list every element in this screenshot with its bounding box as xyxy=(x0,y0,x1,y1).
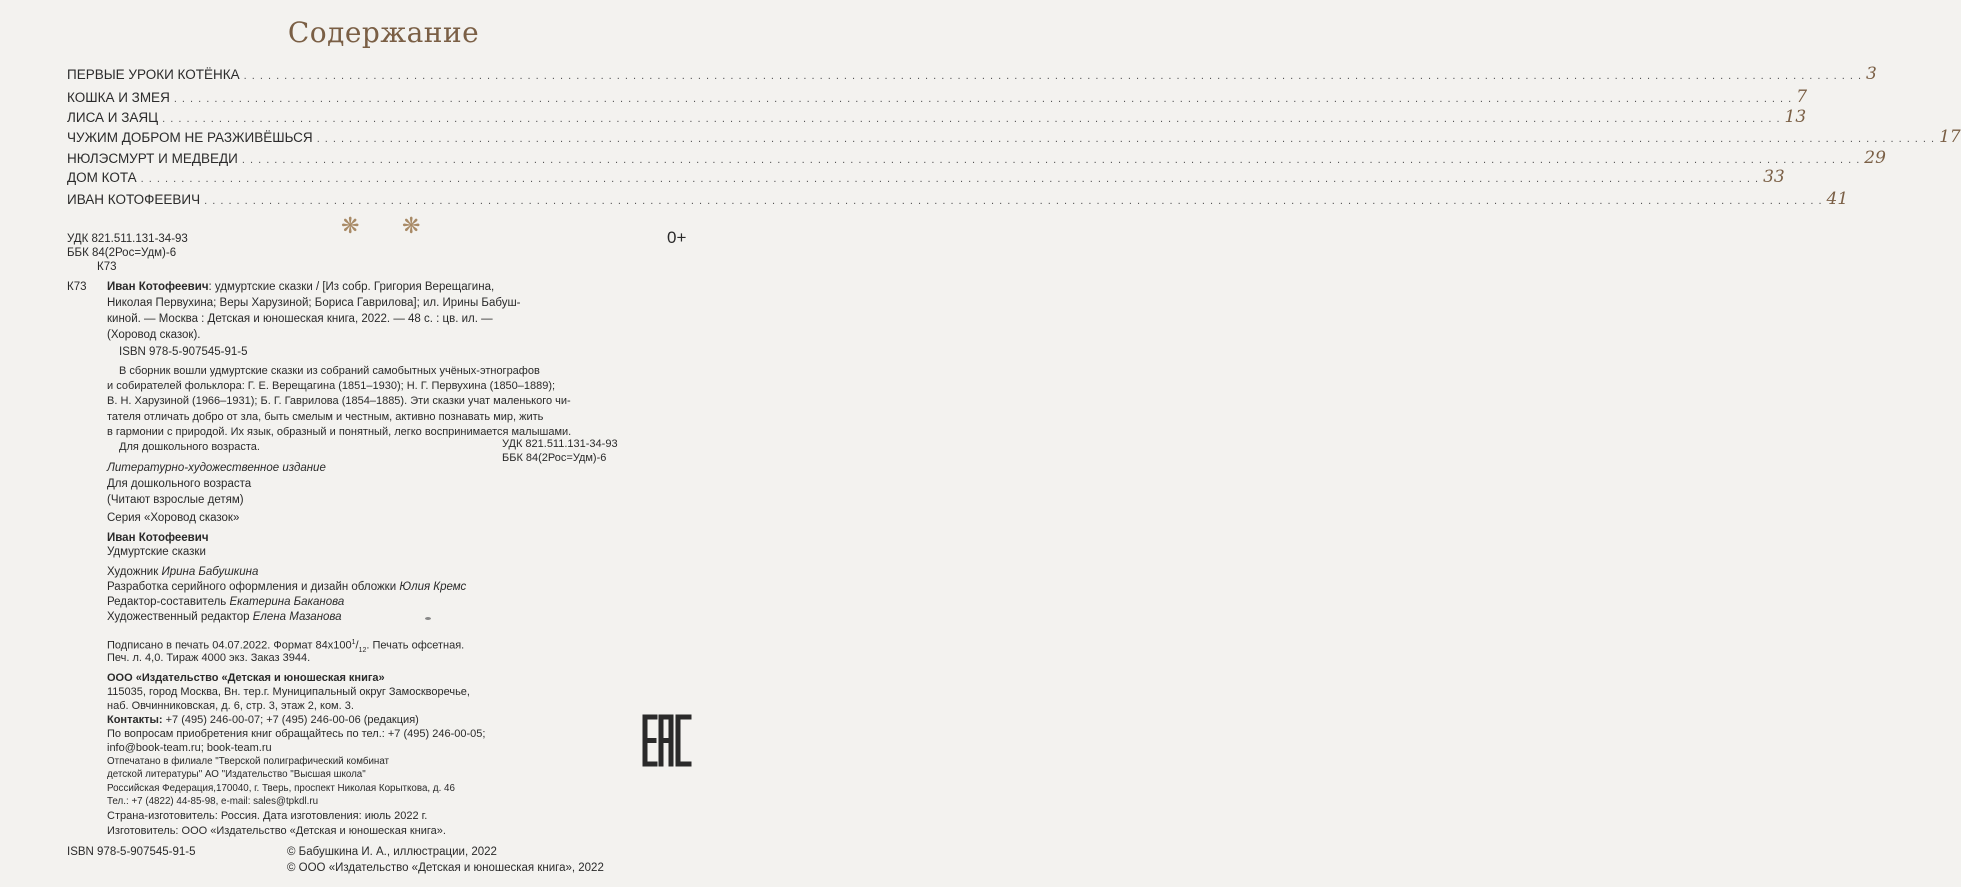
toc-label: ЧУЖИМ ДОБРОМ НЕ РАЗЖИВЁШЬСЯ xyxy=(67,130,313,145)
toc-page-number: 7 xyxy=(1796,87,1808,107)
toc-label: НЮЛЭСМУРТ И МЕДВЕДИ xyxy=(67,151,238,166)
author-mark: К73 xyxy=(67,281,87,293)
publisher-address: наб. Овчинниковская, д. 6, стр. 3, этаж 2, ком. 3. xyxy=(107,700,354,712)
age-group: Для дошкольного возраста xyxy=(107,478,252,490)
toc-row xyxy=(67,167,1785,187)
print-info: Печ. л. 4,0. Тираж 4000 экз. Заказ 3944. xyxy=(107,652,311,664)
purchase-info: По вопросам приобретения книг обращайтесь по тел.: +7 (495) 246-00-05; xyxy=(107,728,486,740)
credit-illustrator: Художник Ирина Бабушкина xyxy=(107,566,259,578)
toc-label: ИВАН КОТОФЕЕВИЧ xyxy=(67,192,201,207)
book-subtitle: Удмуртские сказки xyxy=(107,546,206,558)
printer-line: Российская Федерация,170040, г. Тверь, проспект Николая Корыткова, д. 46 xyxy=(107,782,455,794)
toc-page-number: 41 xyxy=(1826,189,1849,209)
ink-blot xyxy=(425,617,431,620)
toc-leader: . . . . . . . . . . . . . . . . . . . . . . . . . . . . . . . . . . . . . . . . . . . . . . . . . . . . . . . . . . . . . . . . . . . . . . . . . . . . . . . . . . . . . . . . . . . . . . . . . . . . . . . . . . . . . . . . . . . . . . . . . . . . . . . . . . . . . . . . . . . . . . . . . . . . . . . . . . . . . . . . . . . . . . . . . . . . . . . . . . . . . . . . . . . . . . . . . . . . . . . . xyxy=(204,195,1823,207)
bbk-code: ББК 84(2Рос=Удм)-6 xyxy=(502,452,607,464)
udk-code: УДК 821.511.131-34-93 xyxy=(502,438,618,450)
toc-leader: . . . . . . . . . . . . . . . . . . . . . . . . . . . . . . . . . . . . . . . . . . . . . . . . . . . . . . . . . . . . . . . . . . . . . . . . . . . . . . . . . . . . . . . . . . . . . . . . . . . . . . . . . . . . . . . . . . . . . . . . . . . . . . . . . . . . . . . . . . . . . . . . . . . . . . . . . . . . . . . . . . . . . . . . . . . . . . . . . . . . . . . . . . . . . . . . . . . . . . . . xyxy=(241,154,1861,166)
toc-label: ПЕРВЫЕ УРОКИ КОТЁНКА xyxy=(67,67,240,82)
annotation-line: и собирателей фольклора: Г. Е. Верещагина (1851–1930); Н. Г. Первухина (1850–1889); xyxy=(107,380,556,393)
manufacturer: Изготовитель: ООО «Издательство «Детская и юношеская книга». xyxy=(107,825,446,837)
credit-art-editor: Художественный редактор Елена Мазанова xyxy=(107,611,342,623)
reading-note: (Читают взрослые детям) xyxy=(107,494,244,506)
toc-row xyxy=(67,189,1849,209)
copyright-publisher: © ООО «Издательство «Детская и юношеская книга», 2022 xyxy=(287,862,604,874)
series: Серия «Хоровод сказок» xyxy=(107,512,240,524)
isbn: ISBN 978-5-907545-91-5 xyxy=(119,346,248,358)
bib-text: : удмуртские сказки / [Из собр. Григория Верещагина, xyxy=(208,281,495,293)
print-info: Подписано в печать 04.07.2022. Формат $84x100^1/_{12}$. Печать офсетная. xyxy=(107,639,465,654)
toc-leader: . . . . . . . . . . . . . . . . . . . . . . . . . . . . . . . . . . . . . . . . . . . . . . . . . . . . . . . . . . . . . . . . . . . . . . . . . . . . . . . . . . . . . . . . . . . . . . . . . . . . . . . . . . . . . . . . . . . . . . . . . . . . . . . . . . . . . . . . . . . . . . . . . . . . . . . . . . . . . . . . . . . . . . . . . . . . . . . . . . . . . . . . . . . . . . . . . . . . . . . . xyxy=(173,93,1793,105)
bib-line: Николая Первухина; Веры Харузиной; Бориса Гаврилова]; ил. Ирины Бабуш- xyxy=(107,297,521,309)
publisher-contacts: Контакты: +7 (495) 246-00-07; +7 (495) 246-00-06 (редакция) xyxy=(107,714,419,726)
toc-page-number: 13 xyxy=(1784,107,1807,127)
ornament-icon: ❋ xyxy=(402,213,421,238)
toc-row xyxy=(67,87,1808,107)
credit-editor: Редактор-составитель Екатерина Баканова xyxy=(107,596,345,608)
toc-leader: . . . . . . . . . . . . . . . . . . . . . . . . . . . . . . . . . . . . . . . . . . . . . . . . . . . . . . . . . . . . . . . . . . . . . . . . . . . . . . . . . . . . . . . . . . . . . . . . . . . . . . . . . . . . . . . . . . . . . . . . . . . . . . . . . . . . . . . . . . . . . . . . . . . . . . . . . . . . . . . . . . . . . . . . . . . . . . . . . . . . . . . . . . . . . . . . . . . . . . . . xyxy=(140,173,1760,185)
printer-line: детской литературы" АО "Издательство "Высшая школа" xyxy=(107,769,366,781)
toc-leader: . . . . . . . . . . . . . . . . . . . . . . . . . . . . . . . . . . . . . . . . . . . . . . . . . . . . . . . . . . . . . . . . . . . . . . . . . . . . . . . . . . . . . . . . . . . . . . . . . . . . . . . . . . . . . . . . . . . . . . . . . . . . . . . . . . . . . . . . . . . . . . . . . . . . . . . . . . . . . . . . . . . . . . . . . . . . . . . . . . . . . . . . . . . . . . . . . . . . . . . . xyxy=(243,70,1863,82)
toc-row xyxy=(67,64,1877,84)
publisher-web: info@book-team.ru; book-team.ru xyxy=(107,742,272,754)
toc-label: ЛИСА И ЗАЯЦ xyxy=(67,110,159,125)
toc-row xyxy=(67,148,1886,168)
toc-leader: . . . . . . . . . . . . . . . . . . . . . . . . . . . . . . . . . . . . . . . . . . . . . . . . . . . . . . . . . . . . . . . . . . . . . . . . . . . . . . . . . . . . . . . . . . . . . . . . . . . . . . . . . . . . . . . . . . . . . . . . . . . . . . . . . . . . . . . . . . . . . . . . . . . . . . . . . . . . . . . . . . . . . . . . . . . . . . . . . . . . . . . . . . . . . . . . . . . . . . . . xyxy=(316,133,1936,145)
toc-label: ДОМ КОТА xyxy=(67,170,137,185)
annotation-line: В сборник вошли удмуртские сказки из собраний самобытных учёных-этнографов xyxy=(119,365,540,377)
udk-code: УДК 821.511.131-34-93 xyxy=(67,233,188,245)
toc-page-number: 3 xyxy=(1866,64,1877,84)
eac-mark-icon xyxy=(641,713,695,768)
bib-line: киной. — Москва : Детская и юношеская книга, 2022. — 48 с. : цв. ил. — xyxy=(107,313,493,325)
bib-title: Иван Котофеевич xyxy=(107,281,209,293)
publisher-address: 115035, город Москва, Вн. тер.г. Муниципальный округ Замоскворечье, xyxy=(107,686,470,698)
toc-row xyxy=(67,107,1807,127)
annotation-line: в гармонии с природой. Их язык, образный и понятный, легко воспринимается малышами. xyxy=(107,425,572,438)
publisher-name: ООО «Издательство «Детская и юношеская книга» xyxy=(107,672,385,684)
footer-isbn: ISBN 978-5-907545-91-5 xyxy=(67,846,196,858)
copyright-illustrations: © Бабушкина И. А., иллюстрации, 2022 xyxy=(287,846,497,858)
book-title: Иван Котофеевич xyxy=(107,532,209,544)
annotation-line: В. Н. Харузиной (1966–1931); Б. Г. Гаврилова (1854–1885). Эти сказки учат маленького чи- xyxy=(107,395,571,408)
printer-line: Отпечатано в филиале "Тверской полиграфический комбинат xyxy=(107,756,390,767)
toc-page-number: 29 xyxy=(1864,148,1886,168)
toc-page-number: 17 xyxy=(1939,127,1961,147)
country-of-manufacture: Страна-изготовитель: Россия. Дата изготовления: июль 2022 г. xyxy=(107,810,428,822)
age-rating: 0+ xyxy=(667,228,687,247)
toc-page-number: 33 xyxy=(1763,167,1785,187)
toc-label: КОШКА И ЗМЕЯ xyxy=(67,90,170,105)
credit-design: Разработка серийного оформления и дизайн обложки Юлия Кремс xyxy=(107,581,467,593)
ornament-icon: ❋ xyxy=(341,213,360,238)
printer-line: Тел.: +7 (4822) 44-85-98, e-mail: sales@tpkdl.ru xyxy=(107,795,319,807)
author-mark: К73 xyxy=(97,261,117,273)
annotation-line: Для дошкольного возраста. xyxy=(119,441,260,453)
toc-row xyxy=(67,127,1961,147)
bib-line xyxy=(107,281,494,293)
annotation-line: тателя отличать добро от зла, быть смелым и честным, активно познавать мир, жить xyxy=(107,410,544,423)
page-title: Содержание xyxy=(287,16,480,49)
edition-type: Литературно-художественное издание xyxy=(107,462,326,474)
toc-leader: . . . . . . . . . . . . . . . . . . . . . . . . . . . . . . . . . . . . . . . . . . . . . . . . . . . . . . . . . . . . . . . . . . . . . . . . . . . . . . . . . . . . . . . . . . . . . . . . . . . . . . . . . . . . . . . . . . . . . . . . . . . . . . . . . . . . . . . . . . . . . . . . . . . . . . . . . . . . . . . . . . . . . . . . . . . . . . . . . . . . . . . . . . . . . . . . . . . . . . . . xyxy=(162,113,1781,125)
bib-line: (Хоровод сказок). xyxy=(107,329,201,341)
bbk-code: ББК 84(2Рос=Удм)-6 xyxy=(67,247,177,259)
